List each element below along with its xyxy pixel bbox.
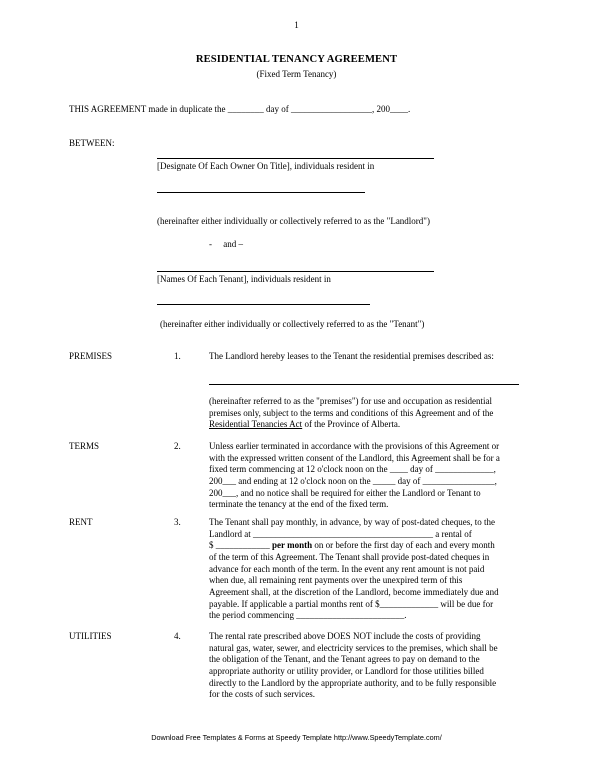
utilities-number: 4. [174, 631, 181, 641]
act-name: Residential Tenancies Act [209, 419, 303, 430]
tenant-reference: (hereinafter either individually or collectively referred to as the "Tenant") [160, 319, 425, 329]
per-month-text: per month [272, 540, 313, 551]
utilities-line: The rental rate prescribed above DOES NOT include the costs of providing [209, 631, 481, 641]
document-subtitle: (Fixed Term Tenancy) [256, 69, 337, 79]
rent-line: the period commencing ________________________. [209, 610, 407, 621]
premises-line [209, 419, 493, 431]
terms-number: 2. [174, 441, 181, 451]
premises-line: (hereinafter referred to as the "premises") for use and occupation as residential [209, 396, 492, 406]
rent-number: 3. [174, 517, 181, 527]
rent-line: payable. If applicable a partial months rent of $_____________ will be due for [209, 598, 494, 609]
act-suffix: of the Province of Alberta. [302, 419, 401, 430]
rent-line: Landlord at ________________________________________ a rental of [209, 528, 472, 539]
rent-clause [209, 517, 499, 622]
rent-line: advance for each month of the term. In the event any rent amount is not paid [209, 563, 485, 574]
rent-line: Agreement shall, at the discretion of the Landlord, become immediately due and [209, 586, 499, 597]
terms-line: fixed term commencing at 12 o'clock noon on the ____ day of _____________, [209, 464, 496, 475]
terms-label: TERMS [69, 441, 100, 451]
utilities-label: UTILITIES [69, 631, 112, 641]
premises-intro: The Landlord hereby leases to the Tenant the residential premises described as: [209, 351, 494, 361]
utilities-line: natural gas, water, sewer, and electricity services to the premises, which shall be [209, 642, 498, 653]
tenant-names-text: [Names Of Each Tenant], individuals resident in [157, 274, 331, 284]
terms-line: with the expressed written consent of the Landlord, this Agreement shall be for a [209, 452, 500, 463]
tenant-residence-blank [157, 304, 370, 305]
and-separator: - and – [209, 239, 243, 249]
rent-amount-blank: $ ____________ [209, 540, 272, 551]
premises-line: premises only, subject to the terms and conditions of this Agreement and of the [209, 407, 494, 418]
owner-name-blank [157, 158, 434, 159]
terms-line: terminate the tenancy at the end of the fixed term. [209, 499, 389, 510]
terms-line: 200___ and ending at 12 o'clock noon on the _____ day of ________________, [209, 475, 497, 486]
rent-line: when due, all remaining rent payments over the unexpired term of this [209, 575, 463, 586]
utilities-line: the obligation of the Tenant, and the Tenant agrees to pay on demand to the [209, 654, 480, 665]
utilities-clause [209, 631, 498, 701]
page-number: 1 [294, 20, 299, 30]
rent-line: of the term of this Agreement. The Tenant shall provide post-dated cheques in [209, 551, 490, 562]
premises-number: 1. [174, 351, 181, 361]
rent-label: RENT [69, 517, 93, 527]
premises-description-blank [209, 384, 519, 385]
landlord-reference: (hereinafter either individually or collectively referred to as the "Landlord") [157, 216, 430, 226]
tenant-name-blank [157, 271, 434, 272]
terms-clause [209, 441, 500, 511]
rent-line [209, 540, 499, 552]
terms-line: 200___, and no notice shall be required for either the Landlord or Tenant to [209, 487, 481, 498]
footer-download-link[interactable]: Download Free Templates & Forms at Speedy Template http://www.SpeedyTemplate.com/ [151, 733, 442, 742]
owner-residence-blank [157, 192, 365, 193]
premises-label: PREMISES [69, 351, 113, 361]
utilities-line: appropriate authority or utility provider, or Landlord for those utilities billed [209, 665, 484, 676]
rent-due-text: on or before the first day of each and every month [312, 540, 495, 551]
premises-clause [209, 396, 493, 431]
utilities-line: for the costs of such services. [209, 689, 315, 700]
between-label: BETWEEN: [69, 138, 115, 148]
owner-designate-text: [Designate Of Each Owner On Title], individuals resident in [157, 161, 375, 171]
rent-line: The Tenant shall pay monthly, in advance, by way of post-dated cheques, to the [209, 517, 496, 527]
utilities-line: directly to the Landlord by the appropriate authority, and to be fully responsible [209, 677, 497, 688]
terms-line: Unless earlier terminated in accordance with the provisions of this Agreement or [209, 441, 500, 451]
document-title: RESIDENTIAL TENANCY AGREEMENT [195, 54, 398, 65]
agreement-date-line: THIS AGREEMENT made in duplicate the ________ day of __________________, 200____. [69, 104, 411, 114]
